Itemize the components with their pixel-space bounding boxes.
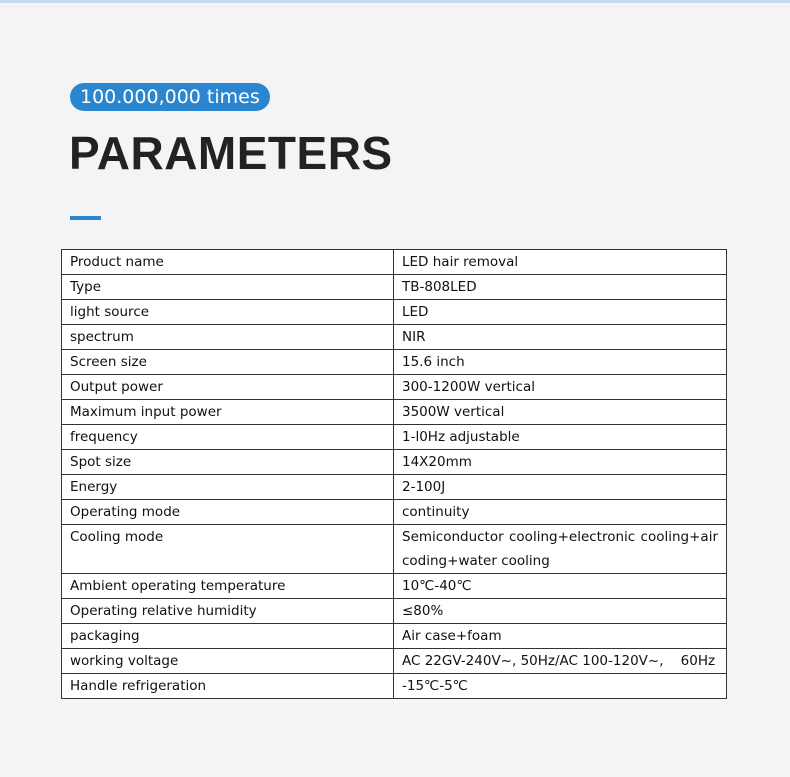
param-label: packaging [62,624,394,649]
param-label: working voltage [62,649,394,674]
table-row [62,300,727,325]
param-value: 15.6 inch [394,350,727,375]
param-value: 1-l0Hz adjustable [394,425,727,450]
table-row [62,624,727,649]
param-label: Ambient operating temperature [62,574,394,599]
param-value: continuity [394,500,727,525]
param-label: Spot size [62,450,394,475]
param-label: Energy [62,475,394,500]
parameters-table [61,249,727,699]
table-row [62,350,727,375]
param-value: NIR [394,325,727,350]
param-value: -15℃-5℃ [394,674,727,699]
param-value: 300-1200W vertical [394,375,727,400]
table-row [62,574,727,599]
table-row [62,325,727,350]
page-title: PARAMETERS [69,127,393,179]
param-value: 2-100J [394,475,727,500]
table-row [62,649,727,674]
table-row [62,450,727,475]
param-label: Cooling mode [62,525,394,574]
table-row [62,275,727,300]
param-label: Screen size [62,350,394,375]
param-value: Air case+foam [394,624,727,649]
param-value: TB-808LED [394,275,727,300]
param-label: Operating relative humidity [62,599,394,624]
table-row [62,400,727,425]
param-value: 10℃-40℃ [394,574,727,599]
param-label: Handle refrigeration [62,674,394,699]
param-label: Operating mode [62,500,394,525]
param-value: Semiconductor cooling+electronic cooling+air coding+water cooling [394,525,727,574]
table-row [62,425,727,450]
param-label: Type [62,275,394,300]
param-label: frequency [62,425,394,450]
param-value: LED hair removal [394,250,727,275]
top-divider-line [0,0,790,3]
title-accent-bar [70,216,101,220]
param-label: Product name [62,250,394,275]
table-row [62,525,727,574]
table-row [62,475,727,500]
count-badge: 100.000,000 times [70,83,270,111]
param-value: AC 22GV-240V~, 50Hz/AC 100-120V~, 60Hz [394,649,727,674]
param-value: 14X20mm [394,450,727,475]
param-label: light source [62,300,394,325]
table-row [62,674,727,699]
param-label: spectrum [62,325,394,350]
table-row [62,375,727,400]
param-value: ≤80% [394,599,727,624]
param-value: LED [394,300,727,325]
table-row [62,599,727,624]
param-label: Output power [62,375,394,400]
table-row [62,500,727,525]
param-label: Maximum input power [62,400,394,425]
param-value: 3500W vertical [394,400,727,425]
table-row [62,250,727,275]
